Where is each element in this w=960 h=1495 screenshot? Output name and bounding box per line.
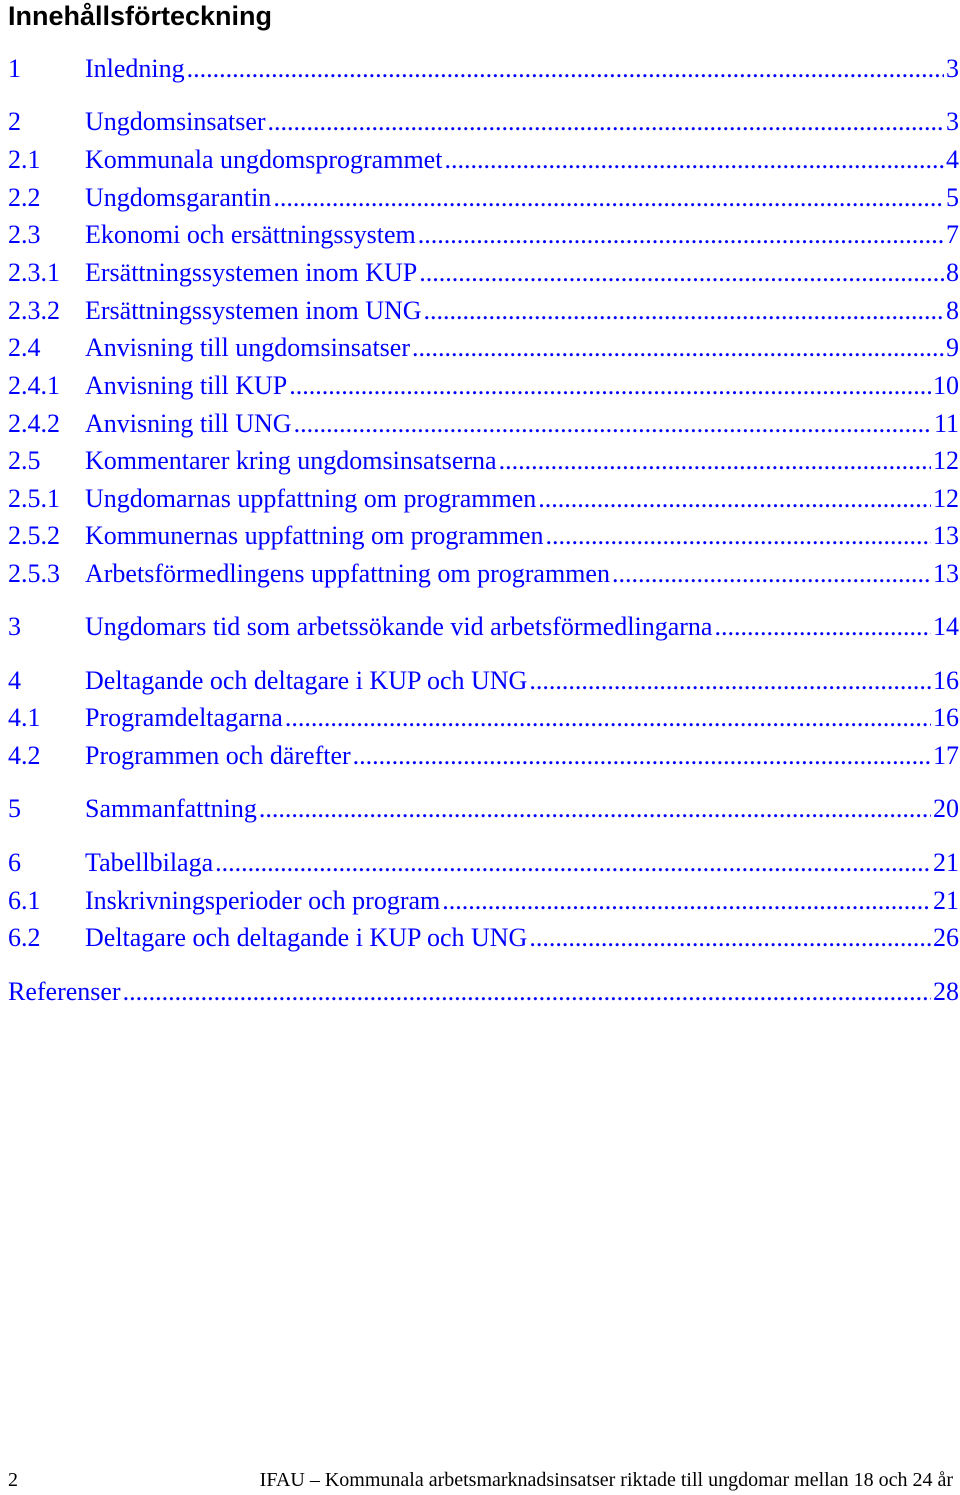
toc-entry-page: 5 — [946, 183, 959, 212]
toc-entry-number: 4.1 — [8, 703, 41, 732]
footer-page-number: 2 — [8, 1469, 18, 1491]
dot-leader — [123, 975, 931, 1009]
dot-leader — [529, 664, 931, 698]
dot-leader — [538, 482, 931, 516]
toc-entry-title: Deltagande och deltagare i KUP och UNG — [85, 666, 528, 695]
toc-entry[interactable] — [8, 369, 960, 403]
toc-entry-page: 8 — [946, 258, 959, 287]
toc-entry-number: 2.5.1 — [8, 484, 60, 513]
toc-entry[interactable] — [8, 739, 960, 773]
toc-entry-page: 9 — [946, 333, 959, 362]
page-title: Innehållsförteckning — [8, 1, 273, 31]
toc-entry-title: Anvisning till KUP — [85, 371, 288, 400]
toc-entry[interactable] — [8, 921, 960, 955]
toc-entry[interactable] — [8, 218, 960, 252]
toc-entry[interactable] — [8, 294, 960, 328]
dot-leader — [424, 294, 944, 328]
dot-leader — [294, 407, 932, 441]
toc-entry-number: 2.3 — [8, 220, 41, 249]
dot-leader — [259, 792, 931, 826]
page-footer — [8, 1466, 953, 1494]
toc-entry-title: Kommunernas uppfattning om programmen — [85, 521, 544, 550]
toc-entry-page: 11 — [933, 409, 959, 438]
dot-leader — [268, 105, 944, 139]
dot-leader — [714, 610, 931, 644]
toc-entry-page: 4 — [946, 145, 959, 174]
toc-entry-title: Ungdomarnas uppfattning om programmen — [85, 484, 537, 513]
toc-entry-page: 16 — [933, 666, 959, 695]
dot-leader — [444, 143, 944, 177]
dot-leader — [215, 846, 931, 880]
toc-entry-title: Ungdomars tid som arbetssökande vid arbetsförmedlingarna — [85, 612, 713, 641]
toc-entry-page: 16 — [933, 703, 959, 732]
toc-entry[interactable] — [8, 610, 960, 644]
toc-entry-page: 12 — [933, 484, 959, 513]
toc-entry[interactable] — [8, 105, 960, 139]
toc-entry[interactable] — [8, 256, 960, 290]
toc-entry-title: Inledning — [85, 54, 185, 83]
dot-leader — [499, 444, 931, 478]
toc-entry-title: Ekonomi och ersättningssystem — [85, 220, 416, 249]
toc-entry-page: 12 — [933, 446, 959, 475]
toc-entry-number: 3 — [8, 612, 21, 641]
toc-entry[interactable] — [8, 664, 960, 698]
toc-entry-number: 5 — [8, 794, 21, 823]
dot-leader — [612, 557, 931, 591]
toc-entry-number: 2.5.3 — [8, 559, 60, 588]
dot-leader — [285, 701, 931, 735]
toc-entry-page: 17 — [933, 741, 959, 770]
toc-entry-number: 2.4.2 — [8, 409, 60, 438]
toc-entry-page: 21 — [933, 886, 959, 915]
dot-leader — [529, 921, 931, 955]
toc-entry-title: Deltagare och deltagande i KUP och UNG — [85, 923, 528, 952]
toc-entry-number: 4.2 — [8, 741, 41, 770]
toc-entry-title: Sammanfattning — [85, 794, 257, 823]
toc-entry[interactable] — [8, 519, 960, 553]
toc-entry-title: Anvisning till ungdomsinsatser — [85, 333, 410, 362]
toc-entry-number: 2.2 — [8, 183, 41, 212]
toc-entry[interactable] — [8, 557, 960, 591]
toc-entry-title: Programmen och därefter — [85, 741, 351, 770]
toc-entry-title: Inskrivningsperioder och program — [85, 886, 441, 915]
toc-entry-page: 28 — [933, 977, 959, 1006]
toc-entry[interactable] — [8, 846, 960, 880]
dot-leader — [353, 739, 931, 773]
toc-entry-number: 1 — [8, 54, 21, 83]
toc-entry-page: 20 — [933, 794, 959, 823]
toc-entry[interactable] — [8, 143, 960, 177]
toc-entry[interactable] — [8, 701, 960, 735]
toc-entry-title: Tabellbilaga — [85, 848, 214, 877]
toc-entry-title: Ungdomsgarantin — [85, 183, 272, 212]
toc-entry-number: 2.5.2 — [8, 521, 60, 550]
toc-entry-page: 8 — [946, 296, 959, 325]
toc-entry-number: 6 — [8, 848, 21, 877]
dot-leader — [412, 331, 944, 365]
dot-leader — [442, 884, 931, 918]
dot-leader — [546, 519, 931, 553]
toc-entry-title: Ersättningssystemen inom KUP — [85, 258, 418, 287]
toc-entry-page: 13 — [933, 521, 959, 550]
toc-entry-page: 7 — [946, 220, 959, 249]
toc-entry-number: 6.1 — [8, 886, 41, 915]
toc-entry-number: 2.3.2 — [8, 296, 60, 325]
toc-entry-references[interactable] — [8, 975, 960, 1009]
toc-entry[interactable] — [8, 482, 960, 516]
dot-leader — [273, 181, 944, 215]
dot-leader — [187, 52, 944, 86]
toc-entry-number: 4 — [8, 666, 21, 695]
toc-entry-number: 2.1 — [8, 145, 41, 174]
toc-entry[interactable] — [8, 407, 960, 441]
toc-entry-title: Ersättningssystemen inom UNG — [85, 296, 422, 325]
toc-entry[interactable] — [8, 52, 960, 86]
footer-text: IFAU – Kommunala arbetsmarknadsinsatser riktade till ungdomar mellan 18 och 24 år — [259, 1469, 953, 1491]
toc-entry[interactable] — [8, 181, 960, 215]
toc-entry-number: 2.4 — [8, 333, 41, 362]
toc-entry-page: 3 — [946, 54, 959, 83]
toc-entry-title: Referenser — [8, 977, 121, 1006]
toc-entry-number: 6.2 — [8, 923, 41, 952]
toc-entry-number: 2.5 — [8, 446, 41, 475]
dot-leader — [418, 218, 944, 252]
toc-entry-page: 14 — [933, 612, 959, 641]
dot-leader — [419, 256, 944, 290]
toc-entry-title: Ungdomsinsatser — [85, 107, 266, 136]
toc-entry[interactable] — [8, 444, 960, 478]
toc-entry-title: Arbetsförmedlingens uppfattning om programmen — [85, 559, 610, 588]
toc-entry-title: Anvisning till UNG — [85, 409, 292, 438]
toc-entry-number: 2.4.1 — [8, 371, 60, 400]
toc-entry[interactable] — [8, 884, 960, 918]
toc-entry[interactable] — [8, 331, 960, 365]
toc-entry-title: Kommunala ungdomsprogrammet — [85, 145, 443, 174]
toc-entry-number: 2 — [8, 107, 21, 136]
toc-entry[interactable] — [8, 792, 960, 826]
toc-entry-page: 10 — [933, 371, 959, 400]
toc-entry-number: 2.3.1 — [8, 258, 60, 287]
toc-entry-page: 13 — [933, 559, 959, 588]
toc-entry-title: Programdeltagarna — [85, 703, 283, 732]
toc-entry-page: 26 — [933, 923, 959, 952]
toc-entry-title: Kommentarer kring ungdomsinsatserna — [85, 446, 497, 475]
toc-entry-page: 3 — [946, 107, 959, 136]
toc-entry-page: 21 — [933, 848, 959, 877]
dot-leader — [289, 369, 931, 403]
